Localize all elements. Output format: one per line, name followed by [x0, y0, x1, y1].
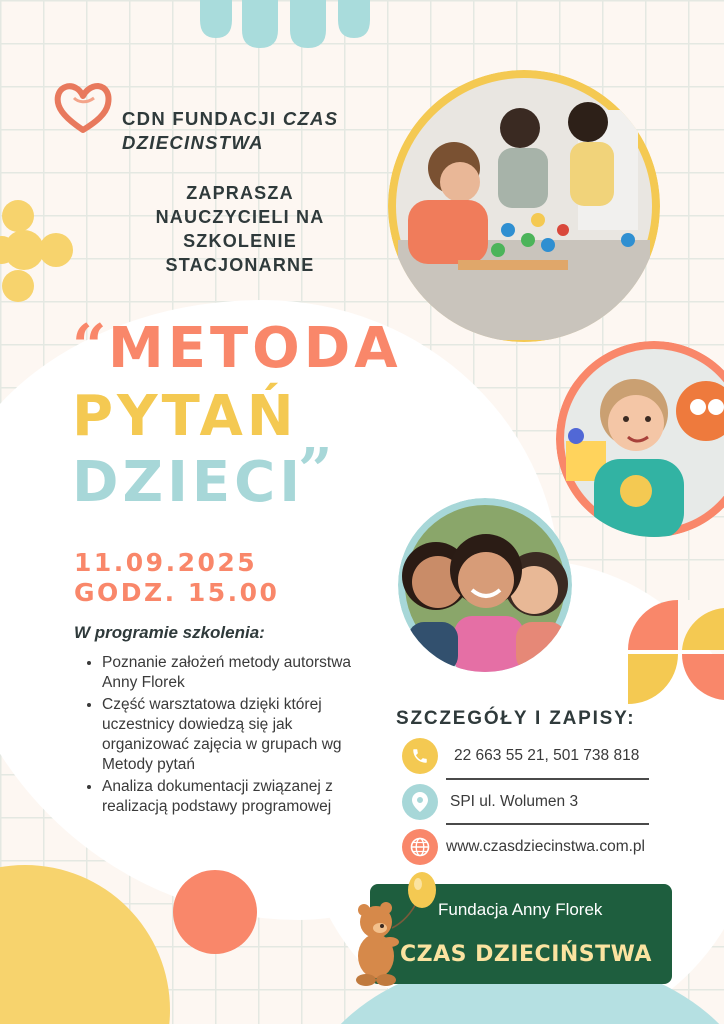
- event-date-time: [74, 548, 279, 608]
- photo-three-girls: [398, 498, 572, 672]
- org-prefix: CDN FUNDACJI: [122, 108, 277, 129]
- title-line-2: PYTAŃ: [72, 384, 298, 449]
- location-pin-icon: [402, 784, 438, 820]
- globe-icon: [402, 829, 438, 865]
- contact-website-link[interactable]: www.czasdziecinstwa.com.pl: [446, 838, 645, 855]
- program-item: • Poznanie założeń metody autorstwa Anny Florek: [102, 653, 362, 693]
- heart-icon: [54, 82, 112, 134]
- organization-title: [122, 107, 387, 155]
- divider: [446, 823, 649, 825]
- program-heading: W programie szkolenia:: [74, 623, 265, 642]
- invite-line-3: SZKOLENIE: [183, 231, 297, 251]
- bear-with-balloon-icon: [346, 870, 442, 988]
- logo-main-title: CZAS DZIECIŃSTWA: [400, 942, 652, 967]
- contact-heading: SZCZEGÓŁY I ZAPISY:: [396, 708, 636, 729]
- program-item: • Część warsztatowa dzięki której uczestnicy dowiedzą się jak organizować zajęcia w grupach wg Metody pytań: [102, 695, 362, 775]
- org-italic-2: DZIECINSTWA: [122, 132, 264, 153]
- invite-line-4: STACJONARNE: [165, 255, 315, 275]
- invite-line-2: NAUCZYCIELI NA: [155, 207, 325, 227]
- geometric-shapes-decoration: [628, 600, 724, 704]
- title-line-3: DZIECI: [72, 450, 305, 515]
- program-list: [86, 653, 362, 819]
- event-time: GODZ. 15.00: [74, 578, 280, 607]
- coral-circle-decoration: [173, 870, 257, 954]
- yellow-circle-decoration: [0, 865, 170, 1024]
- logo-foundation-name: Fundacja Anny Florek: [438, 900, 603, 919]
- divider: [446, 778, 649, 780]
- contact-phone: 22 663 55 21, 501 738 818: [454, 747, 640, 764]
- event-date: 11.09.2025: [74, 548, 258, 577]
- title-close-quote: ”: [298, 436, 337, 506]
- invitation-text: [120, 181, 360, 277]
- org-italic-1: CZAS: [282, 108, 339, 129]
- contact-address: SPI ul. Wolumen 3: [450, 793, 579, 810]
- photo-children-playing: [388, 70, 660, 342]
- top-scallop-decoration: [190, 0, 390, 60]
- title-line-1: METODA: [108, 316, 402, 381]
- photo-smiling-boy: [556, 341, 724, 537]
- program-item: • Analiza dokumentacji związanej z realizacją podstawy programowej: [102, 777, 362, 817]
- yellow-flower-decoration: [0, 198, 78, 306]
- invite-line-1: ZAPRASZA: [186, 183, 294, 203]
- title-open-quote: “: [72, 312, 111, 382]
- phone-icon: [402, 738, 438, 774]
